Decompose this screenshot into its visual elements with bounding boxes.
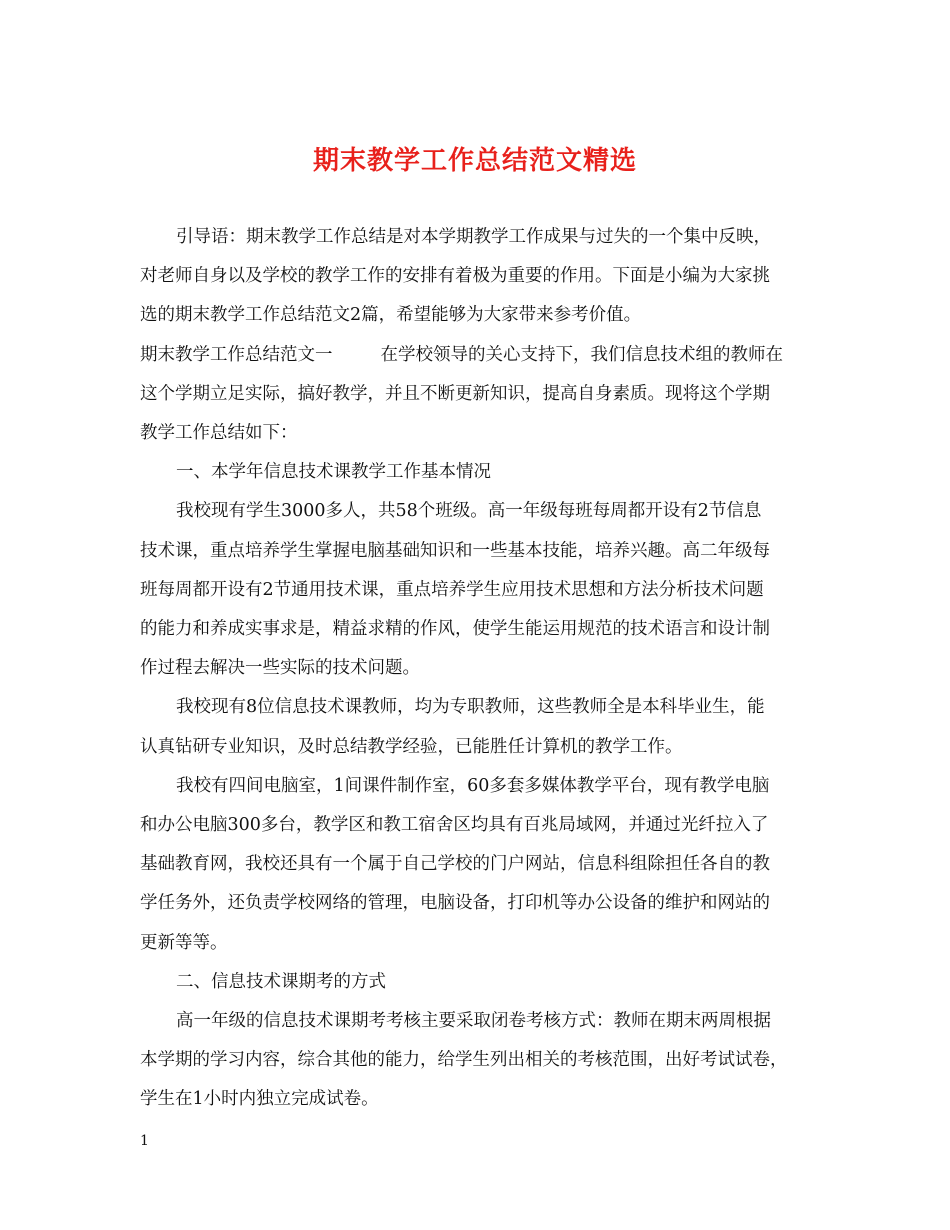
paragraph-line: 更新等等。 [140,932,228,953]
essay-heading: 期末教学工作总结范文一 [140,344,333,365]
paragraph-line: 教学工作总结如下： [140,423,298,444]
page-number: 1 [140,1133,149,1149]
paragraph-line: 的能力和养成实事求是，精益求精的作风，使学生能运用规范的技术语言和设计制 [140,619,770,640]
essay-opening: 在学校领导的关心支持下，我们信息技术组的教师在 [380,344,783,365]
intro-line-3: 选的期末教学工作总结范文2篇，希望能够为大家带来参考价值。 [140,305,642,326]
paragraph-line: 我校现有8位信息技术课教师，均为专职教师，这些教师全是本科毕业生，能 [176,697,765,718]
paragraph-line: 和办公电脑300多台，教学区和教工宿舍区均具有百兆局域网，并通过光纤拉入了 [140,815,769,836]
paragraph-line: 我校有四间电脑室，1间课件制作室，60多套多媒体教学平台，现有教学电脑 [176,775,770,796]
section-heading-1: 一、本学年信息技术课教学工作基本情况 [176,462,491,483]
paragraph-line: 班每周都开设有2节通用技术课，重点培养学生应用技术思想和方法分析技术问题 [140,579,764,600]
paragraph-line: 技术课，重点培养学生掌握电脑基础知识和一些基本技能，培养兴趣。高二年级每 [140,540,770,561]
intro-line-1: 引导语：期末教学工作总结是对本学期教学工作成果与过失的一个集中反映， [176,227,771,247]
paragraph-line: 我校现有学生3000多人，共58个班级。高一年级每班每周都开设有2节信息 [176,501,762,522]
paragraph-line: 作过程去解决一些实际的技术问题。 [140,658,420,679]
paragraph-line: 本学期的学习内容，综合其他的能力，给学生列出相关的考核范围，出好考试试卷， [140,1050,788,1071]
paragraph-line: 认真钻研专业知识，及时总结教学经验，已能胜任计算机的教学工作。 [140,736,683,757]
section-heading-2: 二、信息技术课期考的方式 [176,971,386,992]
paragraph-line: 高一年级的信息技术课期考考核主要采取闭卷考核方式：教师在期末两周根据 [176,1011,771,1032]
paragraph-line: 这个学期立足实际，搞好教学，并且不断更新知识，提高自身素质。现将这个学期 [140,383,770,404]
essay-heading-line [140,336,840,375]
document-title: 期末教学工作总结范文精选 [312,146,637,176]
paragraph-line: 学生在1小时内独立完成试卷。 [140,1089,379,1110]
paragraph-line: 基础教育网，我校还具有一个属于自己学校的门户网站，信息科组除担任各自的教 [140,854,770,875]
intro-line-2: 对老师自身以及学校的教学工作的安排有着极为重要的作用。下面是小编为大家挑 [140,266,770,287]
paragraph-line: 学任务外，还负责学校网络的管理，电脑设备，打印机等办公设备的维护和网站的 [140,893,770,914]
document-body [140,218,840,1120]
